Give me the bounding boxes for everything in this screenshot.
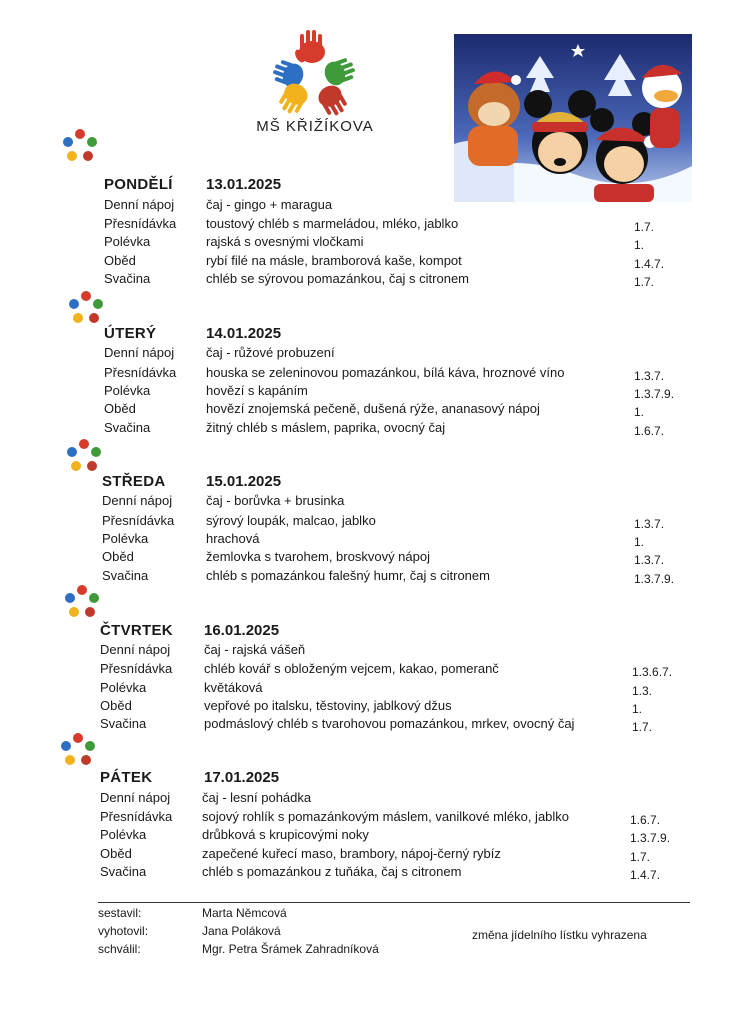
- meal-label: Přesnídávka: [100, 809, 173, 824]
- meal-label: Polévka: [104, 234, 151, 249]
- meal-food: čaj - lesní pohádka: [202, 790, 312, 805]
- meal-row: [0, 698, 744, 716]
- meal-food: toustový chléb s marmeládou, mléko, jablko: [206, 216, 459, 231]
- meal-row: [0, 809, 744, 827]
- meal-label: Polévka: [102, 531, 149, 546]
- meal-row: [0, 493, 744, 511]
- meal-row: [0, 680, 744, 698]
- compiled-by: Marta Němcová: [202, 906, 287, 920]
- meal-label: Denní nápoj: [100, 790, 171, 805]
- meal-label: Polévka: [100, 827, 147, 842]
- allergens: 1.3.6.7.: [632, 665, 673, 679]
- meal-row: [0, 513, 744, 531]
- meal-food: rajská s ovesnými vločkami: [206, 234, 364, 249]
- meal-food: sýrový loupák, malcao, jablko: [206, 513, 376, 528]
- meal-row: [0, 197, 744, 215]
- meal-food: hovězí znojemská pečeně, dušená rýže, ananasový nápoj: [206, 401, 540, 416]
- meal-row: [0, 864, 744, 882]
- allergens: 1.7.: [632, 720, 653, 734]
- hands-icon: [64, 438, 104, 474]
- day-name: ÚTERÝ: [104, 325, 157, 342]
- meal-food: podmáslový chléb s tvarohovou pomazánkou, mrkev, ovocný čaj: [204, 716, 575, 731]
- meal-food: rybí filé na másle, bramborová kaše, kompot: [206, 253, 462, 268]
- meal-row: [0, 401, 744, 419]
- meal-food: čaj - gingo + maragua: [206, 197, 333, 212]
- allergens: 1.: [634, 535, 645, 549]
- meal-food: chléb kovář s obloženým vejcem, kakao, pomeranč: [204, 661, 499, 676]
- school-name: MŠ KŘIŽÍKOVA: [256, 118, 374, 135]
- meal-row: [0, 716, 744, 734]
- meal-label: Polévka: [104, 383, 151, 398]
- allergens: 1.3.7.: [634, 553, 665, 567]
- allergens: 1.3.: [632, 684, 653, 698]
- allergens: 1.7.: [630, 850, 651, 864]
- meal-label: Denní nápoj: [102, 493, 173, 508]
- meal-food: vepřové po italsku, těstoviny, jablkový džus: [204, 698, 452, 713]
- meal-food: žemlovka s tvarohem, broskvový nápoj: [206, 549, 430, 564]
- allergens: 1.3.7.: [634, 369, 665, 383]
- meal-row: [0, 549, 744, 567]
- allergens: 1.: [634, 405, 645, 419]
- meal-food: květáková: [204, 680, 263, 695]
- day-name: STŘEDA: [102, 473, 166, 490]
- meal-label: Svačina: [104, 420, 151, 435]
- meal-food: čaj - rajská vášeň: [204, 642, 306, 657]
- meal-label: Polévka: [100, 680, 147, 695]
- meal-food: chléb s pomazánkou falešný humr, čaj s citronem: [206, 568, 490, 583]
- meal-label: Svačina: [102, 568, 149, 583]
- meal-food: chléb se sýrovou pomazánkou, čaj s citronem: [206, 271, 470, 286]
- meal-row: [0, 420, 744, 438]
- christmas-cartoon-illustration: [454, 34, 692, 202]
- meal-label: Přesnídávka: [100, 661, 173, 676]
- meal-food: čaj - borůvka + brusinka: [206, 493, 345, 508]
- meal-row: [0, 846, 744, 864]
- meal-row: [0, 345, 744, 363]
- meal-row: [0, 531, 744, 549]
- day-date: 17.01.2025: [204, 769, 280, 786]
- approved-by: Mgr. Petra Šrámek Zahradníková: [202, 942, 379, 956]
- meal-label: Oběd: [102, 549, 134, 564]
- meal-label: Oběd: [100, 846, 132, 861]
- day-date: 14.01.2025: [206, 325, 282, 342]
- red-hand-icon: [293, 30, 325, 64]
- meal-row: [0, 790, 744, 808]
- meal-label: Svačina: [104, 271, 151, 286]
- allergens: 1.6.7.: [630, 813, 661, 827]
- meal-label: Přesnídávka: [102, 513, 175, 528]
- menu-change-note: změna jídelního lístku vyhrazena: [472, 928, 647, 942]
- meal-food: drůbková s krupicovými noky: [202, 827, 369, 842]
- meal-label: Denní nápoj: [104, 197, 175, 212]
- meal-label: Denní nápoj: [104, 345, 175, 360]
- allergens: 1.6.7.: [634, 424, 665, 438]
- hands-icon: [66, 290, 106, 326]
- meal-row: [0, 568, 744, 586]
- day-date: 15.01.2025: [206, 473, 282, 490]
- day-name: PONDĚLÍ: [104, 176, 173, 193]
- allergens: 1.: [634, 238, 645, 252]
- meal-food: čaj - růžové probuzení: [206, 345, 335, 360]
- day-date: 16.01.2025: [204, 622, 280, 639]
- allergens: 1.7.: [634, 220, 655, 234]
- compiled-label: sestavil:: [98, 906, 142, 920]
- allergens: 1.7.: [634, 275, 655, 289]
- meal-row: [0, 271, 744, 289]
- hands-icon: [60, 128, 100, 164]
- meal-food: hrachová: [206, 531, 260, 546]
- meal-food: hovězí s kapáním: [206, 383, 308, 398]
- meal-row: [0, 661, 744, 679]
- footer-divider: [98, 902, 690, 903]
- day-date: 13.01.2025: [206, 176, 282, 193]
- meal-food: žitný chléb s máslem, paprika, ovocný čaj: [206, 420, 446, 435]
- meal-food: chléb s pomazánkou z tuňáka, čaj s citronem: [202, 864, 462, 879]
- meal-label: Svačina: [100, 716, 147, 731]
- meal-label: Přesnídávka: [104, 216, 177, 231]
- allergens: 1.3.7.: [634, 517, 665, 531]
- day-name: PÁTEK: [100, 769, 153, 786]
- allergens: 1.3.7.9.: [634, 387, 675, 401]
- allergens: 1.: [632, 702, 643, 716]
- meal-label: Oběd: [104, 253, 136, 268]
- meal-row: [0, 642, 744, 660]
- allergens: 1.3.7.9.: [630, 831, 671, 845]
- meal-label: Oběd: [100, 698, 132, 713]
- allergens: 1.3.7.9.: [634, 572, 675, 586]
- meal-row: [0, 253, 744, 271]
- meal-row: [0, 383, 744, 401]
- allergens: 1.4.7.: [630, 868, 661, 882]
- meal-row: [0, 234, 744, 252]
- meal-row: [0, 365, 744, 383]
- day-name: ČTVRTEK: [100, 622, 173, 639]
- allergens: 1.4.7.: [634, 257, 665, 271]
- prepared-by: Jana Poláková: [202, 924, 281, 938]
- meal-label: Přesnídávka: [104, 365, 177, 380]
- hands-icon: [58, 732, 98, 768]
- prepared-label: vyhotovil:: [98, 924, 149, 938]
- meal-label: Denní nápoj: [100, 642, 171, 657]
- meal-row: [0, 216, 744, 234]
- hands-icon: [62, 584, 102, 620]
- meal-food: sojový rohlík s pomazánkovým máslem, vanilkové mléko, jablko: [202, 809, 570, 824]
- meal-label: Oběd: [104, 401, 136, 416]
- meal-food: zapečené kuřecí maso, brambory, nápoj-černý rybíz: [202, 846, 501, 861]
- meal-label: Svačina: [100, 864, 147, 879]
- meal-row: [0, 827, 744, 845]
- approved-label: schválil:: [98, 942, 141, 956]
- meal-food: houska se zeleninovou pomazánkou, bílá káva, hroznové víno: [206, 365, 565, 380]
